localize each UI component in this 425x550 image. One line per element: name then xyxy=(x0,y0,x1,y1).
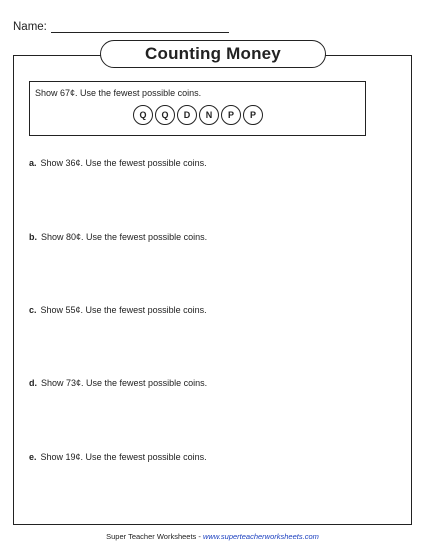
example-box xyxy=(29,81,366,136)
example-coins xyxy=(133,105,263,125)
question-letter: b. xyxy=(29,232,37,242)
name-field-row xyxy=(13,20,229,33)
question-a xyxy=(29,158,207,168)
coin-icon: Q xyxy=(155,105,175,125)
name-blank-line[interactable] xyxy=(51,20,229,33)
footer-url[interactable]: www.superteacherworksheets.com xyxy=(202,532,319,541)
question-e xyxy=(29,452,207,462)
coin-icon: P xyxy=(221,105,241,125)
question-text: Show 80¢. Use the fewest possible coins. xyxy=(41,232,208,242)
question-c xyxy=(29,305,207,315)
name-label: Name: xyxy=(13,21,47,33)
coin-icon: D xyxy=(177,105,197,125)
question-b xyxy=(29,232,207,242)
question-text: Show 19¢. Use the fewest possible coins. xyxy=(40,452,207,462)
question-text: Show 36¢. Use the fewest possible coins. xyxy=(40,158,207,168)
example-prompt: Show 67¢. Use the fewest possible coins. xyxy=(35,88,202,98)
worksheet-title: Counting Money xyxy=(100,40,326,68)
footer xyxy=(0,532,425,541)
question-letter: d. xyxy=(29,378,37,388)
coin-icon: Q xyxy=(133,105,153,125)
question-letter: e. xyxy=(29,452,37,462)
question-text: Show 55¢. Use the fewest possible coins. xyxy=(40,305,207,315)
question-d xyxy=(29,378,207,388)
footer-brand: Super Teacher Worksheets - xyxy=(106,532,203,541)
question-letter: a. xyxy=(29,158,37,168)
question-letter: c. xyxy=(29,305,37,315)
coin-icon: P xyxy=(243,105,263,125)
question-text: Show 73¢. Use the fewest possible coins. xyxy=(41,378,208,388)
coin-icon: N xyxy=(199,105,219,125)
